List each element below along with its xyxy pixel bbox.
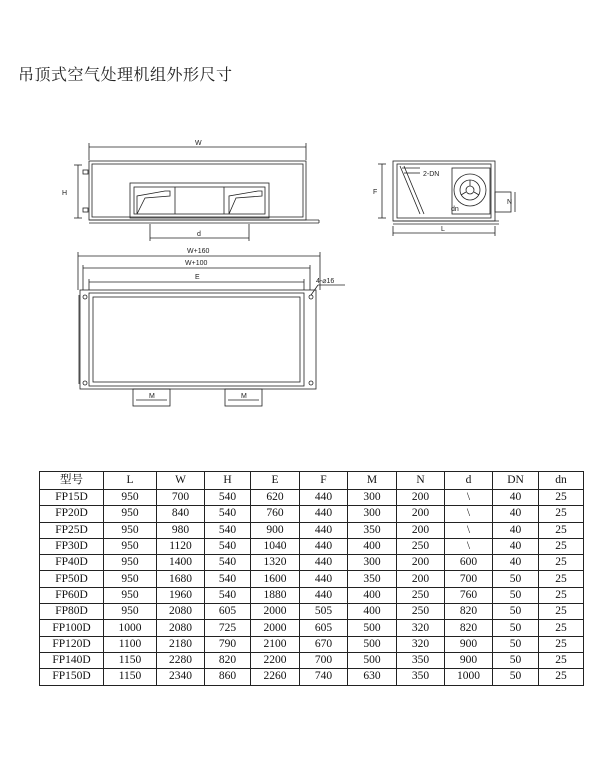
dim-label-h: H: [62, 190, 68, 197]
table-cell: 700: [300, 652, 348, 668]
table-cell: 2180: [157, 636, 205, 652]
table-cell: 2000: [251, 604, 300, 620]
table-cell: 350: [348, 522, 397, 538]
table-cell: 630: [348, 669, 397, 685]
col-header-w: W: [157, 472, 205, 490]
table-cell: 725: [205, 620, 251, 636]
table-cell: 25: [539, 571, 584, 587]
table-cell: \: [445, 506, 493, 522]
table-cell: 300: [348, 555, 397, 571]
dim-label-holes: 4-⌀16: [316, 278, 335, 285]
table-cell: 440: [300, 571, 348, 587]
col-header-h: H: [205, 472, 251, 490]
table-cell: 25: [539, 620, 584, 636]
table-cell: 200: [397, 522, 445, 538]
table-cell: 900: [445, 652, 493, 668]
table-cell: 540: [205, 571, 251, 587]
table-cell: 25: [539, 555, 584, 571]
table-row: [40, 490, 584, 506]
table-cell: 1150: [104, 669, 157, 685]
table-cell: 600: [445, 555, 493, 571]
dim-label-w160: W+160: [187, 248, 210, 255]
table-cell: 50: [493, 604, 539, 620]
table-cell: 250: [397, 604, 445, 620]
table-cell: 1150: [104, 652, 157, 668]
table-cell: 440: [300, 538, 348, 554]
table-cell: 620: [251, 490, 300, 506]
table-row: [40, 571, 584, 587]
table-cell: 2260: [251, 669, 300, 685]
table-cell: 1880: [251, 587, 300, 603]
side-view-drawing: [373, 161, 515, 236]
top-view-drawing: [78, 248, 345, 406]
table-cell: 25: [539, 587, 584, 603]
table-cell: 400: [348, 604, 397, 620]
table-cell: 50: [493, 636, 539, 652]
table-cell: 25: [539, 538, 584, 554]
table-cell: 320: [397, 620, 445, 636]
table-cell: FP25D: [40, 522, 104, 538]
table-cell: FP50D: [40, 571, 104, 587]
table-cell: 400: [348, 538, 397, 554]
dim-label-e: E: [195, 274, 200, 281]
dim-label-w100: W+100: [185, 260, 208, 267]
table-cell: 700: [445, 571, 493, 587]
table-cell: 820: [445, 604, 493, 620]
table-cell: FP40D: [40, 555, 104, 571]
page-title: 吊顶式空气处理机组外形尺寸: [18, 65, 233, 84]
dim-label-m-left: M: [149, 393, 155, 400]
table-row: [40, 652, 584, 668]
table-cell: 440: [300, 506, 348, 522]
table-cell: 950: [104, 506, 157, 522]
table-cell: 1960: [157, 587, 205, 603]
col-header-dn-large: DN: [493, 472, 539, 490]
table-cell: 2100: [251, 636, 300, 652]
table-cell: 980: [157, 522, 205, 538]
dim-label-f: F: [373, 189, 378, 196]
table-cell: 950: [104, 604, 157, 620]
dim-label-d: d: [197, 231, 201, 238]
table-cell: 400: [348, 587, 397, 603]
table-cell: 950: [104, 555, 157, 571]
table-cell: 605: [205, 604, 251, 620]
front-view-drawing: [62, 140, 319, 241]
table-row: [40, 555, 584, 571]
table-cell: 1000: [104, 620, 157, 636]
table-cell: 440: [300, 555, 348, 571]
table-cell: 2080: [157, 620, 205, 636]
table-cell: 505: [300, 604, 348, 620]
table-cell: 950: [104, 522, 157, 538]
table-cell: 320: [397, 636, 445, 652]
table-cell: 200: [397, 490, 445, 506]
table-row: [40, 636, 584, 652]
table-cell: 1320: [251, 555, 300, 571]
table-cell: 1120: [157, 538, 205, 554]
table-cell: 25: [539, 669, 584, 685]
table-cell: 840: [157, 506, 205, 522]
table-cell: 540: [205, 490, 251, 506]
table-cell: 200: [397, 571, 445, 587]
table-cell: 2280: [157, 652, 205, 668]
table-cell: 350: [397, 652, 445, 668]
table-cell: 900: [251, 522, 300, 538]
table-cell: 700: [157, 490, 205, 506]
dim-label-m-right: M: [241, 393, 247, 400]
table-cell: 50: [493, 652, 539, 668]
table-cell: 440: [300, 522, 348, 538]
table-cell: 790: [205, 636, 251, 652]
table-cell: 540: [205, 555, 251, 571]
table-cell: 50: [493, 571, 539, 587]
table-cell: 500: [348, 652, 397, 668]
dim-label-2dn: 2-DN: [423, 171, 440, 178]
table-cell: FP60D: [40, 587, 104, 603]
table-cell: 25: [539, 636, 584, 652]
table-cell: 740: [300, 669, 348, 685]
table-cell: 760: [251, 506, 300, 522]
table-cell: 50: [493, 620, 539, 636]
table-cell: 300: [348, 490, 397, 506]
table-cell: 1000: [445, 669, 493, 685]
table-cell: 670: [300, 636, 348, 652]
table-cell: 500: [348, 620, 397, 636]
table-row: [40, 522, 584, 538]
table-cell: 950: [104, 587, 157, 603]
table-cell: 25: [539, 652, 584, 668]
table-cell: 50: [493, 669, 539, 685]
table-cell: 25: [539, 506, 584, 522]
table-header-row: [40, 472, 584, 490]
dim-label-w: W: [195, 140, 202, 147]
table-cell: 40: [493, 538, 539, 554]
table-cell: \: [445, 522, 493, 538]
dimension-table: [39, 471, 584, 686]
table-row: [40, 604, 584, 620]
table-cell: 50: [493, 587, 539, 603]
table-cell: 1680: [157, 571, 205, 587]
table-cell: FP140D: [40, 652, 104, 668]
table-cell: 820: [445, 620, 493, 636]
table-row: [40, 620, 584, 636]
dim-label-n: N: [507, 199, 513, 206]
col-header-e: E: [251, 472, 300, 490]
table-cell: 820: [205, 652, 251, 668]
table-cell: 500: [348, 636, 397, 652]
table-cell: 540: [205, 522, 251, 538]
table-cell: 540: [205, 587, 251, 603]
dim-label-dn: dn: [451, 206, 459, 213]
table-cell: FP20D: [40, 506, 104, 522]
table-row: [40, 669, 584, 685]
table-cell: 2080: [157, 604, 205, 620]
table-cell: 25: [539, 490, 584, 506]
table-row: [40, 587, 584, 603]
table-cell: 540: [205, 538, 251, 554]
table-cell: 440: [300, 587, 348, 603]
table-cell: 250: [397, 587, 445, 603]
table-cell: 440: [300, 490, 348, 506]
table-cell: 950: [104, 538, 157, 554]
table-cell: 2000: [251, 620, 300, 636]
table-cell: \: [445, 490, 493, 506]
table-cell: 350: [397, 669, 445, 685]
table-cell: 1040: [251, 538, 300, 554]
col-header-model: 型号: [40, 472, 104, 490]
table-cell: 40: [493, 522, 539, 538]
table-cell: FP120D: [40, 636, 104, 652]
table-cell: 540: [205, 506, 251, 522]
table-cell: 1100: [104, 636, 157, 652]
table-cell: 2340: [157, 669, 205, 685]
table-cell: 200: [397, 555, 445, 571]
table-cell: FP100D: [40, 620, 104, 636]
table-cell: 300: [348, 506, 397, 522]
table-cell: 350: [348, 571, 397, 587]
table-cell: 40: [493, 490, 539, 506]
table-cell: 40: [493, 555, 539, 571]
table-cell: \: [445, 538, 493, 554]
table-cell: 200: [397, 506, 445, 522]
table-cell: 860: [205, 669, 251, 685]
table-cell: 760: [445, 587, 493, 603]
table-cell: 950: [104, 490, 157, 506]
table-row: [40, 538, 584, 554]
table-cell: 1600: [251, 571, 300, 587]
table-cell: 2200: [251, 652, 300, 668]
table-cell: 25: [539, 604, 584, 620]
table-cell: 1400: [157, 555, 205, 571]
table-cell: 900: [445, 636, 493, 652]
col-header-dn-small: dn: [539, 472, 584, 490]
table-row: [40, 506, 584, 522]
table-cell: 950: [104, 571, 157, 587]
table-cell: FP30D: [40, 538, 104, 554]
col-header-l: L: [104, 472, 157, 490]
dim-label-l: L: [441, 226, 445, 233]
col-header-m: M: [348, 472, 397, 490]
table-cell: 25: [539, 522, 584, 538]
table-cell: FP15D: [40, 490, 104, 506]
table-cell: FP150D: [40, 669, 104, 685]
table-cell: 40: [493, 506, 539, 522]
table-cell: 605: [300, 620, 348, 636]
table-cell: 250: [397, 538, 445, 554]
col-header-f: F: [300, 472, 348, 490]
table-cell: FP80D: [40, 604, 104, 620]
col-header-d: d: [445, 472, 493, 490]
col-header-n: N: [397, 472, 445, 490]
